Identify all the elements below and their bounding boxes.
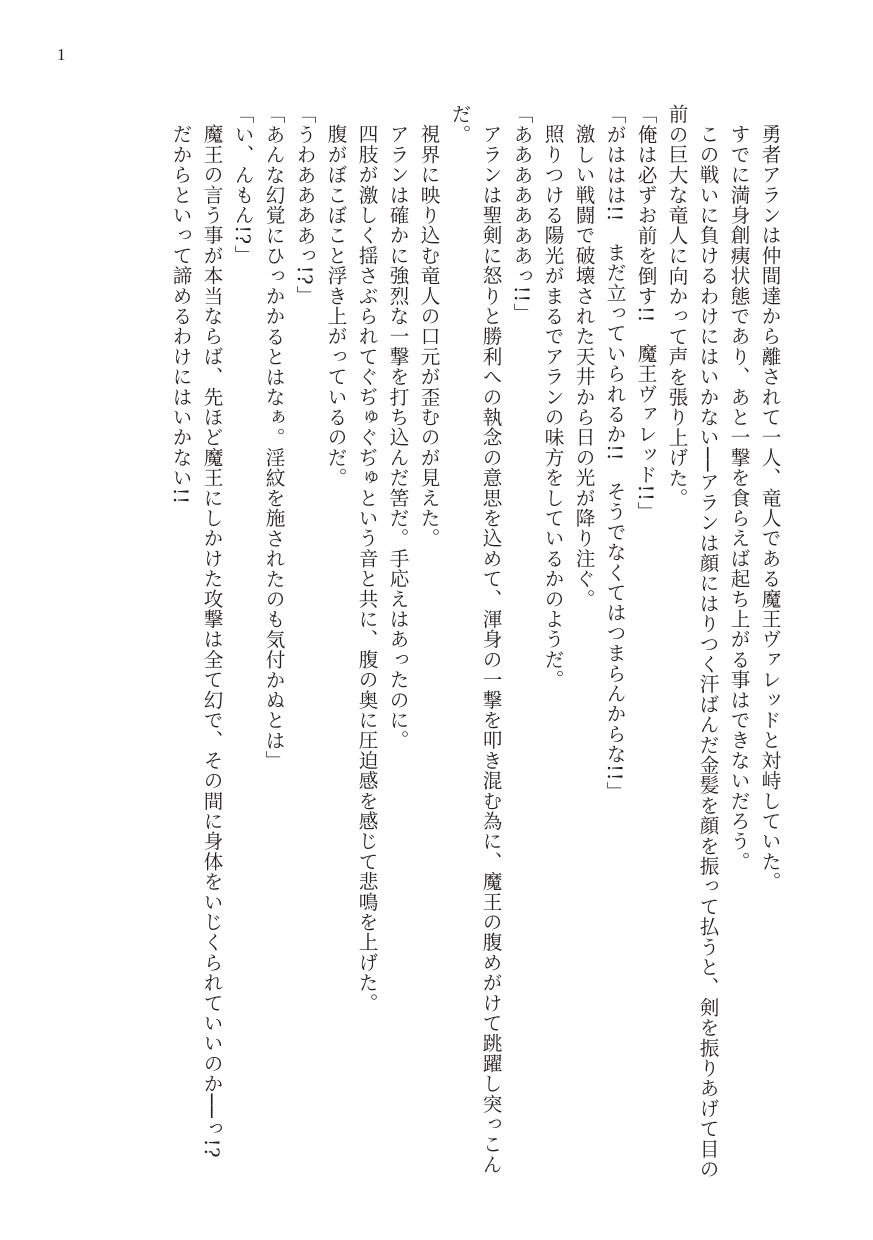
dialogue-line: 「うわああああっ!?」 <box>293 104 316 306</box>
paragraph: 激しい戦闘で破壊された天井から日の光が降り注ぐ。 <box>572 123 595 609</box>
paragraph: この戦いに負けるわけにはいかない──アランは顔にはりつく汗ばんだ金髪を顔を振って払うと、剣を振りあげて目の前の巨大な竜人に向かって声を張り上げた。 <box>665 104 719 1179</box>
paragraph: 勇者アランは仲間達から離されて一人、竜人である魔王ヴァレッドと対峙していた。 <box>758 123 781 892</box>
dialogue-line: 「がははは!! まだ立っていられるか!! そうでなくてはつまらんからな!!」 <box>603 104 626 802</box>
dialogue-line: 「あああああああっ!!」 <box>510 104 533 323</box>
dialogue-line: 「あんな幻覚にひっかかるとはなぁ。淫紋を施されたのも気付かぬとは」 <box>262 104 285 771</box>
paragraph: すでに満身創痍状態であり、あと一撃を食らえば起ち上がる事はできないだろう。 <box>727 123 750 871</box>
paragraph: 四肢が激しく揺さぶられてぐぢゅぐぢゅという音と共に、腹の奥に圧迫感を感じて悲鳴を上げた。 <box>355 123 378 1013</box>
paragraph: アランは確かに強烈な一撃を打ち込んだ筈だ。手応えはあったのに。 <box>386 123 409 750</box>
paragraph: 魔王の言う事が本当ならば、先ほど魔王にしかけた攻撃は全て幻で、その間に身体をいじくられていいのか──っ!? <box>200 123 223 1158</box>
vertical-text-body <box>165 104 785 1184</box>
paragraph: 照りつける陽光がまるでアランの味方をしているかのようだ。 <box>541 123 564 690</box>
paragraph: 視界に映り込む竜人の口元が歪むのが見えた。 <box>417 123 440 548</box>
dialogue-line: 「俺は必ずお前を倒す!! 魔王ヴァレッド!!」 <box>634 104 657 522</box>
paragraph: 腹がぼこぼこと浮き上がっているのだ。 <box>324 123 347 488</box>
dialogue-line: 「い、んもん!?」 <box>231 104 254 265</box>
page-number: 1 <box>57 45 66 64</box>
paragraph: だからといって諦めるわけにはいかない!! <box>169 123 192 505</box>
paragraph: アランは聖剣に怒りと勝利への執念の意思を込めて、渾身の一撃を叩き混む為に、魔王の腹めがけて跳躍し突っこんだ。 <box>448 104 502 1174</box>
